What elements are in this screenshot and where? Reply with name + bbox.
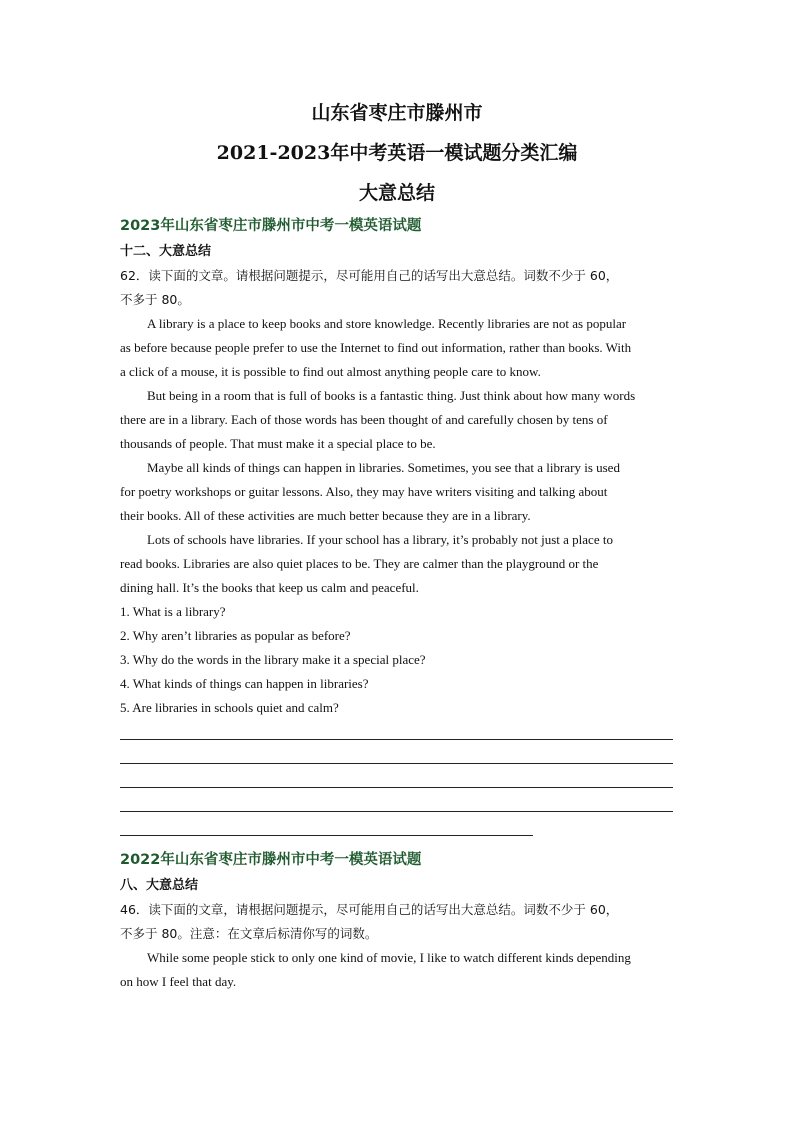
passage-paragraph-2022-1 (120, 946, 674, 994)
section-2023-subheading: 十二、大意总结 (120, 244, 212, 259)
paragraph-line: But being in a room that is full of books is a fantastic thing. Just think about how many words (147, 388, 636, 403)
question-item: 3. Why do the words in the library make it a special place? (120, 652, 426, 667)
paragraph-line: Lots of schools have libraries. If your school has a library, it’s probably not just a place to (147, 532, 613, 547)
passage-paragraph-1 (120, 312, 674, 384)
instruction-line: 不多于 80。 (120, 292, 190, 307)
section-2023-instruction (120, 264, 674, 312)
title-topic: 大意总结 (358, 182, 435, 204)
paragraph-line: thousands of people. That must make it a special place to be. (120, 436, 436, 451)
paragraph-line: read books. Libraries are also quiet places to be. They are calmer than the playground or the (120, 556, 599, 571)
question-item: 4. What kinds of things can happen in libraries? (120, 676, 369, 691)
paragraph-line: for poetry workshops or guitar lessons. Also, they may have writers visiting and talking about (120, 484, 608, 499)
paragraph-line: their books. All of these activities are much better because they are in a library. (120, 508, 531, 523)
answer-line (120, 739, 673, 740)
section-2023-heading: 2023年山东省枣庄市滕州市中考一模英语试题 (120, 218, 422, 234)
passage-paragraph-2 (120, 384, 674, 456)
document-content (120, 212, 674, 994)
paragraph-line: dining hall. It’s the books that keep us calm and peaceful. (120, 580, 419, 595)
instruction-line: 62．读下面的文章。请根据问题提示，尽可能用自己的话写出大意总结。词数不少于 60， (120, 268, 619, 283)
paragraph-line: there are in a library. Each of those words has been thought of and carefully chosen by tens of (120, 412, 608, 427)
paragraph-line: a click of a mouse, it is possible to find out almost anything people care to know. (120, 364, 541, 379)
answer-line (120, 787, 673, 788)
paragraph-line: While some people stick to only one kind of movie, I like to watch different kinds depending (147, 950, 631, 965)
section-2022-subheading: 八、大意总结 (120, 878, 199, 893)
document-title-block (0, 93, 794, 213)
paragraph-line: A library is a place to keep books and store knowledge. Recently libraries are not as popular (147, 316, 627, 331)
question-list (120, 600, 674, 720)
question-item: 1. What is a library? (120, 604, 226, 619)
question-item: 2. Why aren’t libraries as popular as before? (120, 628, 351, 643)
answer-line (120, 811, 673, 812)
answer-line (120, 763, 673, 764)
section-2022-heading: 2022年山东省枣庄市滕州市中考一模英语试题 (120, 852, 422, 868)
answer-lines (120, 720, 674, 840)
answer-line (120, 835, 533, 836)
question-item: 5. Are libraries in schools quiet and calm? (120, 700, 339, 715)
passage-paragraph-4 (120, 528, 674, 600)
paragraph-line: Maybe all kinds of things can happen in libraries. Sometimes, you see that a library is used (147, 460, 620, 475)
instruction-line: 不多于 80。注意：在文章后标清你写的词数。 (120, 926, 378, 941)
title-region: 山东省枣庄市滕州市 (311, 102, 483, 124)
section-2022-instruction (120, 898, 674, 946)
paragraph-line: as before because people prefer to use the Internet to find out information, rather than books. With (120, 340, 632, 355)
instruction-line: 46．读下面的文章，请根据问题提示，尽可能用自己的话写出大意总结。词数不少于 60， (120, 902, 619, 917)
title-collection: 2021-2023年中考英语一模试题分类汇编 (216, 142, 578, 164)
passage-paragraph-3 (120, 456, 674, 528)
paragraph-line: on how I feel that day. (120, 974, 237, 989)
